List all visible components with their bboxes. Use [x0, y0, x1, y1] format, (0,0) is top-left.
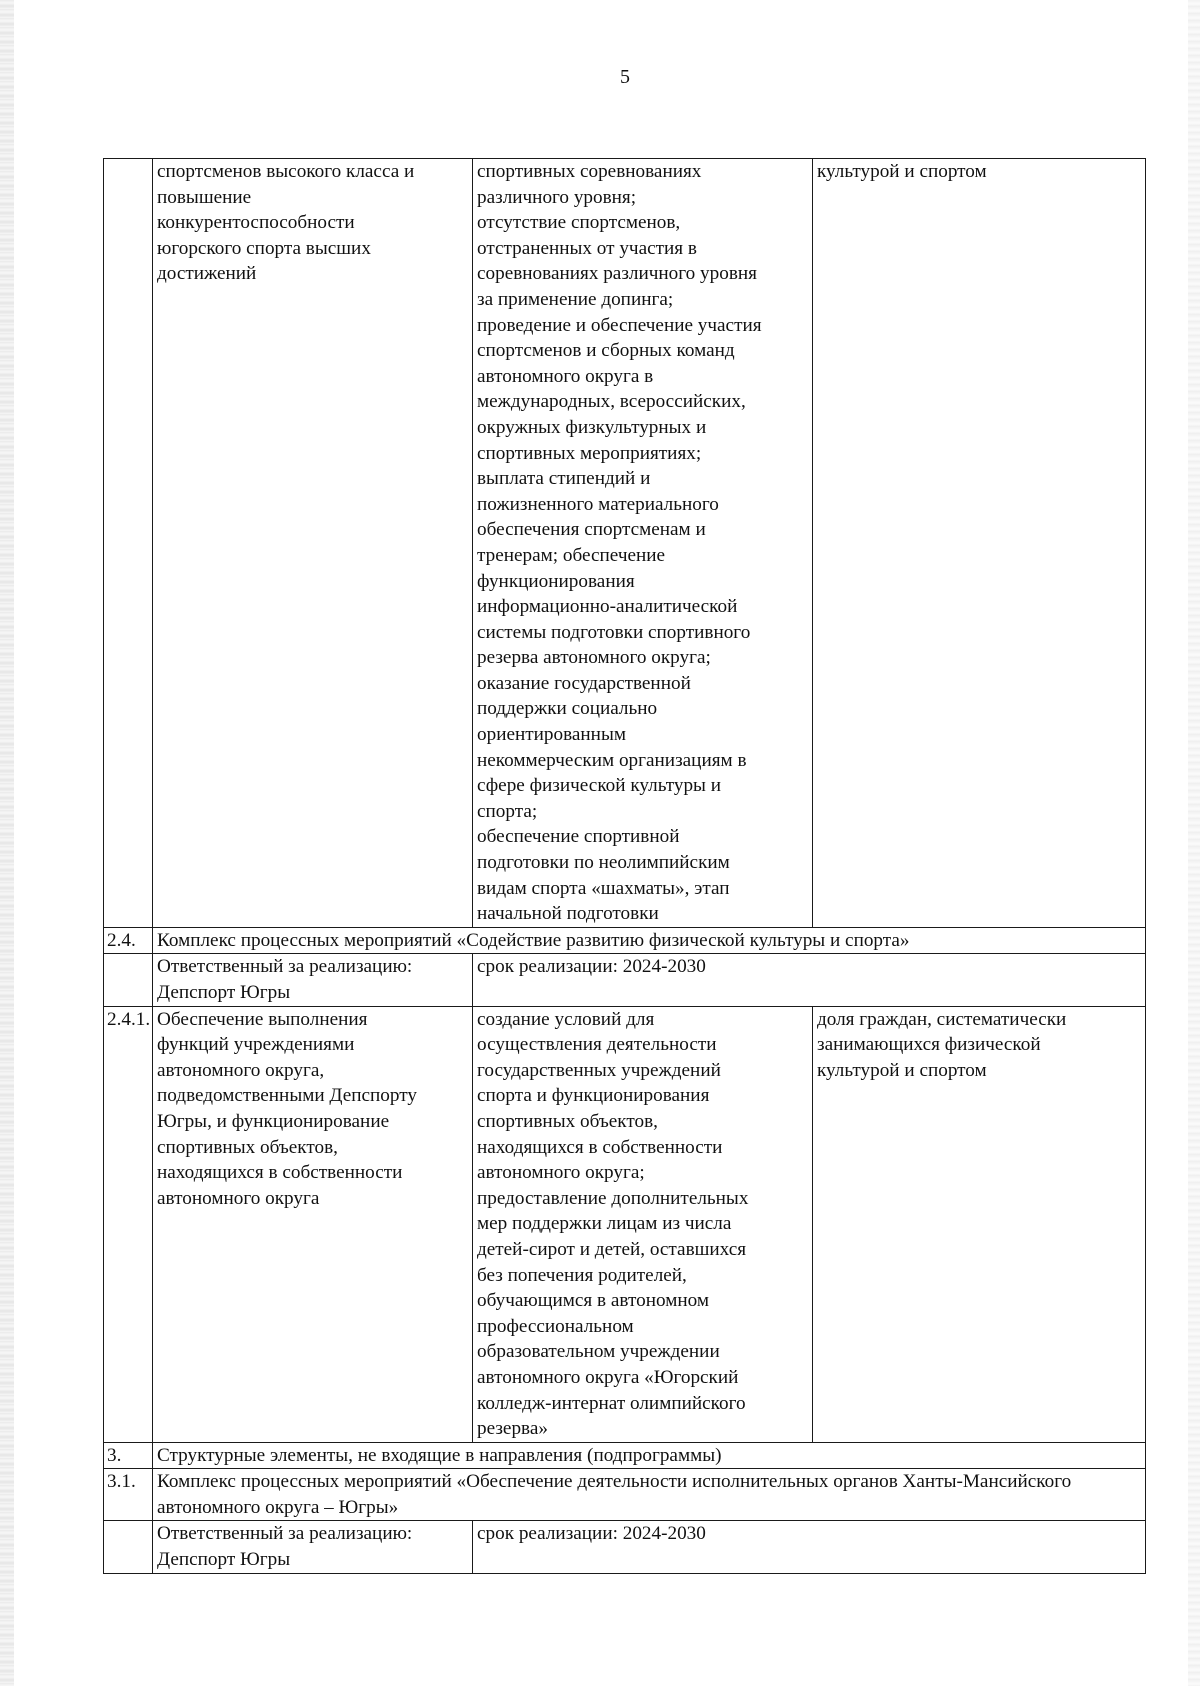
tasks-cell: спортивных соревнованиях различного уровня; отсутствие спортсменов, отстраненных от участия в соревнованиях различного уровня за применение допинга; проведение и обеспечение участия спортсменов и сборных команд автономного округа в международных, всероссийских, окружных физкультурных и спортивных мероприятиях; выплата стипендий и пожизненного материального обеспечения спортсменам и тренерам; обеспечение функционирования информационно-аналитической системы подготовки спортивного резерва автономного округа; оказание государственной поддержки социально ориентированным некоммерческим организациям в сфере физической культуры и спорта; обеспечение спортивной подготовки по неолимпийским видам спорта «шахматы», этап начальной подготовки: [473, 159, 813, 928]
table-row-continuation: [104, 159, 1146, 928]
table-row-2-4-1: [104, 1006, 1146, 1442]
row-number: 3.: [104, 1442, 153, 1469]
term-cell: срок реализации: 2024-2030: [473, 1521, 1146, 1573]
tasks-cell: создание условий для осуществления деятельности государственных учреждений спорта и функционирования спортивных объектов, находящихся в собственности автономного округа; предоставление дополнительных мер поддержки лицам из числа детей-сирот и детей, оставшихся без попечения родителей, обучающимся в автономном профессиональном образовательном учреждении автономного округа «Югорский колледж-интернат олимпийского резерва»: [473, 1006, 813, 1442]
responsible-cell: Ответственный за реализацию: Депспорт Югры: [153, 954, 473, 1006]
row-number: 2.4.: [104, 927, 153, 954]
term-cell: срок реализации: 2024-2030: [473, 954, 1146, 1006]
section-title-cell: Комплекс процессных мероприятий «Обеспечение деятельности исполнительных органов Ханты-Мансийского автономного округа – Югры»: [153, 1469, 1146, 1521]
table-row-3-1-responsible: [104, 1521, 1146, 1573]
row-number-empty: [104, 954, 153, 1006]
program-table: [103, 158, 1146, 1574]
section-title-cell: Комплекс процессных мероприятий «Содействие развитию физической культуры и спорта»: [153, 927, 1146, 954]
table-row-3: [104, 1442, 1146, 1469]
scan-edge-right: [1188, 0, 1200, 1686]
scan-edge-left: [0, 0, 14, 1686]
table-row-2-4-responsible: [104, 954, 1146, 1006]
table-row-3-1: [104, 1469, 1146, 1521]
table-row-2-4: [104, 927, 1146, 954]
indicator-cell: культурой и спортом: [813, 159, 1146, 928]
responsible-cell: Ответственный за реализацию: Депспорт Югры: [153, 1521, 473, 1573]
indicator-cell: доля граждан, систематически занимающихся физической культурой и спортом: [813, 1006, 1146, 1442]
element-name-cell: спортсменов высокого класса и повышение конкурентоспособности югорского спорта высших достижений: [153, 159, 473, 928]
row-number: [104, 159, 153, 928]
page-number: 5: [620, 66, 630, 88]
row-number-empty: [104, 1521, 153, 1573]
row-number: 2.4.1.: [104, 1006, 153, 1442]
row-number: 3.1.: [104, 1469, 153, 1521]
section-title-cell: Структурные элементы, не входящие в направления (подпрограммы): [153, 1442, 1146, 1469]
element-name-cell: Обеспечение выполнения функций учреждениями автономного округа, подведомственными Депспорту Югры, и функционирование спортивных объектов, находящихся в собственности автономного округа: [153, 1006, 473, 1442]
